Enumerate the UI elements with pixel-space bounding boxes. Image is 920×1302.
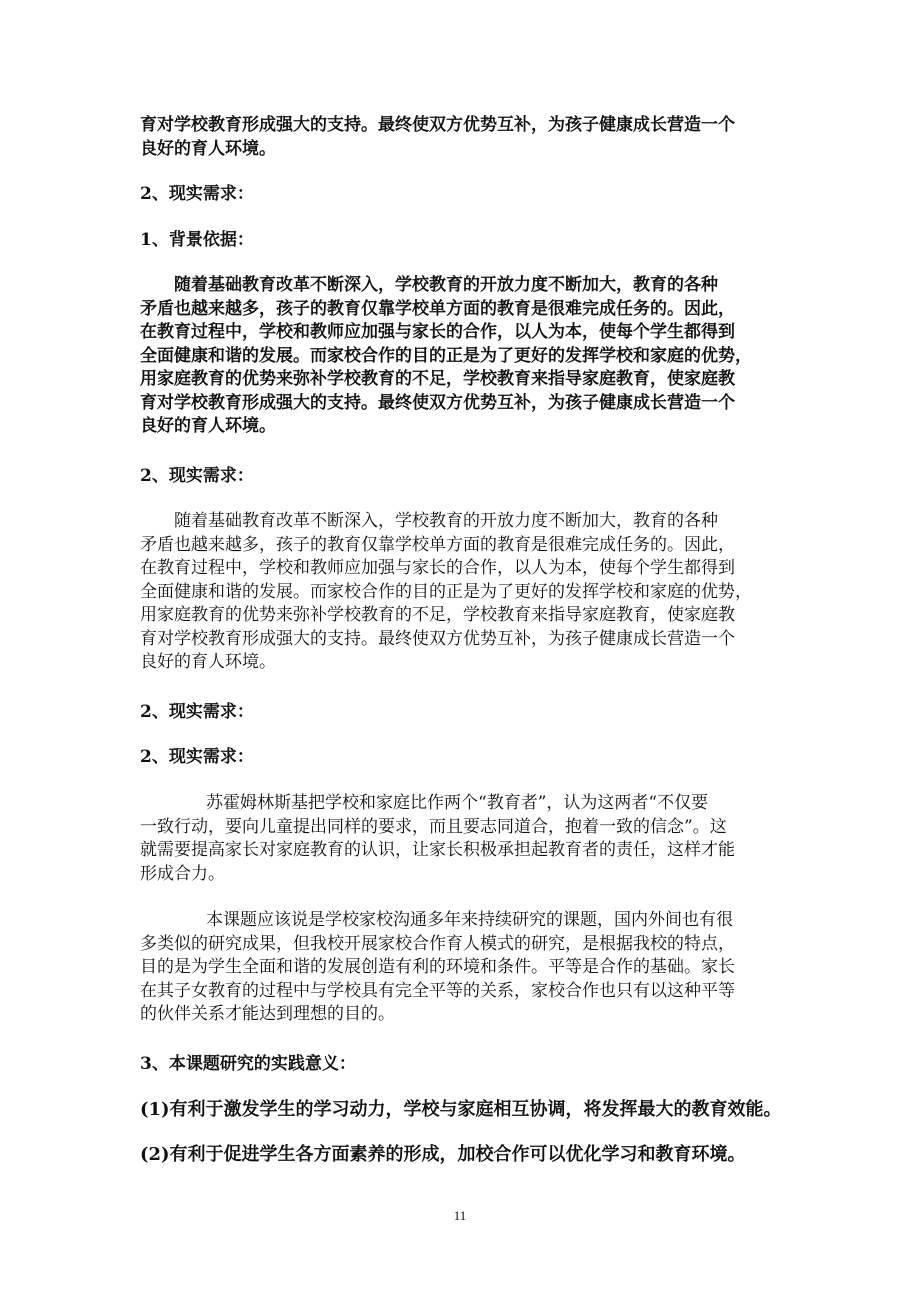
paragraph-5 (140, 909, 780, 1027)
p3-line: 在教育过程中，学校和教师应加强与家长的合作，以人为本，使每个学生都得到 (140, 558, 735, 578)
p3-line: 矛盾也越来越多，孩子的教育仅靠学校单方面的教育是很难完成任务的。因此， (140, 534, 735, 555)
p4-line: 就需要提高家长对家庭教育的认识，让家长积极承担起教育者的责任，这样才能 (140, 840, 735, 860)
list-item: (1)有利于激发学生的学习动力，学校与家庭相互协调，将发挥最大的教育效能。 (140, 1099, 782, 1120)
p1-line: 良好的育人环境。 (140, 138, 276, 159)
section-heading: 2、现实需求： (140, 702, 254, 722)
p4-line: 形成合力。 (140, 863, 225, 884)
paragraph-3 (140, 510, 780, 675)
paragraph-1 (140, 114, 780, 161)
section-heading: 2、现实需求： (140, 184, 254, 204)
section-heading: 2、现实需求： (140, 747, 254, 767)
p3-line: 用家庭教育的优势来弥补学校教育的不足，学校教育来指导家庭教育，使家庭教 (140, 605, 735, 625)
p2-line: 全面健康和谐的发展。而家校合作的目的正是为了更好的发挥学校和家庭的优势， (140, 345, 752, 366)
section-heading: 1、背景依据： (140, 230, 254, 250)
p2-line: 随着基础教育改革不断深入，学校教育的开放力度不断加大，教育的各种 (174, 275, 718, 295)
p5-line: 的伙伴关系才能达到理想的目的。 (140, 1004, 395, 1024)
p2-line: 用家庭教育的优势来弥补学校教育的不足，学校教育来指导家庭教育，使家庭教 (140, 369, 735, 389)
p5-line: 多类似的研究成果，但我校开展家校合作育人模式的研究，是根据我校的特点， (140, 933, 735, 954)
section-heading: 3、本课题研究的实践意义： (140, 1054, 356, 1074)
p3-line: 育对学校教育形成强大的支持。最终使双方优势互补，为孩子健康成长营造一个 (140, 628, 735, 649)
p2-line: 良好的育人环境。 (140, 416, 276, 436)
p4-line: 一致行动，要向儿童提出同样的要求，而且要志同道合，抱着一致的信念”。这 (140, 816, 727, 837)
p3-line: 良好的育人环境。 (140, 652, 276, 672)
p5-line: 本课题应该说是学校家校沟通多年来持续研究的课题，国内外间也有很 (206, 910, 733, 930)
p5-line: 在其子女教育的过程中与学校具有完全平等的关系，家校合作也只有以这种平等 (140, 980, 735, 1001)
list-item: (2)有利于促进学生各方面素养的形成，加校合作可以优化学习和教育环境。 (140, 1144, 746, 1165)
p3-line: 随着基础教育改革不断深入，学校教育的开放力度不断加大，教育的各种 (174, 511, 718, 531)
page-number: 11 (453, 1208, 467, 1223)
p4-line: 苏霍姆林斯基把学校和家庭比作两个“教育者”，认为这两者“不仅要 (206, 793, 709, 813)
p5-line: 目的是为学生全面和谐的发展创造有利的环境和条件。平等是合作的基础。家长 (140, 957, 735, 977)
p1-line: 育对学校教育形成强大的支持。最终使双方优势互补，为孩子健康成长营造一个 (140, 115, 735, 135)
p3-line: 全面健康和谐的发展。而家校合作的目的正是为了更好的发挥学校和家庭的优势， (140, 581, 752, 602)
p2-line: 矛盾也越来越多，孩子的教育仅靠学校单方面的教育是很难完成任务的。因此， (140, 298, 735, 319)
section-heading: 2、现实需求： (140, 466, 254, 486)
paragraph-4 (140, 792, 780, 886)
p2-line: 育对学校教育形成强大的支持。最终使双方优势互补，为孩子健康成长营造一个 (140, 392, 735, 413)
p2-line: 在教育过程中，学校和教师应加强与家长的合作，以人为本，使每个学生都得到 (140, 322, 735, 342)
paragraph-2 (140, 274, 780, 439)
